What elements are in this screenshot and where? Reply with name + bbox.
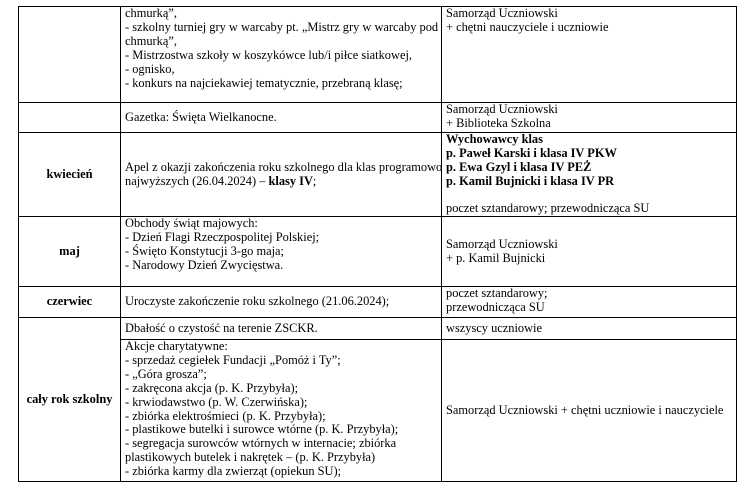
responsible-line: Wychowawcy klas <box>446 132 543 146</box>
activity-line: - zbiórka elektrośmieci (p. K. Przybyła); <box>125 408 326 423</box>
responsible-cell <box>442 7 737 103</box>
table-row <box>19 133 737 217</box>
month-cell <box>19 103 121 133</box>
responsible-cell <box>442 340 737 482</box>
month-cell: czerwiec <box>19 287 121 318</box>
responsible-line: Samorząd Uczniowski <box>446 102 558 116</box>
activity-line: Apel z okazji zakończenia roku szkolnego dla klas programowo <box>125 159 443 174</box>
responsible-cell <box>442 287 737 318</box>
activity-line: - Mistrzostwa szkoły w koszykówce lub/i piłce siatkowej, <box>125 47 412 62</box>
activity-line: chmurką”, <box>125 33 177 48</box>
schedule-table <box>18 6 737 482</box>
responsible-line: p. Ewa Gzyl i klasa IV PEŻ <box>446 159 592 174</box>
activity-line: Gazetka: Święta Wielkanocne. <box>125 109 277 124</box>
activity-text: ; <box>312 173 317 188</box>
responsible-line: + chętni nauczyciele i uczniowie <box>446 19 609 34</box>
activity-line: - segregacja surowców wtórnych w internacie; zbiórka <box>125 436 397 451</box>
activity-line: Dbałość o czystość na terenie ZSCKR. <box>125 320 318 335</box>
activity-line: - zbiórka karmy dla zwierząt (opiekun SU); <box>125 464 342 479</box>
activity-cell <box>121 318 442 340</box>
responsible-line: p. Kamil Bujnicki i klasa IV PR <box>446 173 615 188</box>
activity-line: - ognisko, <box>125 61 175 76</box>
activity-line <box>125 175 437 189</box>
activity-cell <box>121 340 442 482</box>
table-row <box>19 103 737 133</box>
activity-line: Akcje charytatywne: <box>125 339 228 353</box>
responsible-line: Samorząd Uczniowski <box>446 6 558 20</box>
responsible-cell <box>442 133 737 217</box>
activity-line: - plastikowe butelki i surowce wtórne (p. K. Przybyła); <box>125 422 399 437</box>
activity-line: - sprzedaż cegiełek Fundacji „Pomóż i Ty”; <box>125 352 341 367</box>
activity-line: - konkurs na najciekawiej tematycznie, przebraną klasę; <box>125 75 403 90</box>
activity-cell <box>121 287 442 318</box>
responsible-line: przewodnicząca SU <box>446 299 545 314</box>
activity-text: najwyższych (26.04.2024) – <box>125 173 269 188</box>
activity-line: - zakręcona akcja (p. K. Przybyła); <box>125 380 299 395</box>
activity-line: - Święto Konstytucji 3-go maja; <box>125 243 284 258</box>
activity-line: - Narodowy Dzień Zwycięstwa. <box>125 257 284 272</box>
activity-cell <box>121 217 442 287</box>
table-row <box>19 318 737 340</box>
table-row <box>19 340 737 482</box>
activity-cell <box>121 103 442 133</box>
responsible-cell <box>442 103 737 133</box>
table-row <box>19 7 737 103</box>
activity-line: - krwiodawstwo (p. W. Czerwińska); <box>125 394 308 409</box>
month-cell: maj <box>19 217 121 287</box>
activity-line: chmurką”, <box>125 6 177 20</box>
table-row <box>19 217 737 287</box>
activity-cell <box>121 133 442 217</box>
activity-line: - szkolny turniej gry w warcaby pt. „Mistrz gry w warcaby pod <box>125 19 439 34</box>
responsible-line: wszyscy uczniowie <box>446 320 542 335</box>
responsible-line: poczet sztandarowy; przewodnicząca SU <box>446 200 650 215</box>
responsible-line: poczet sztandarowy; <box>446 286 548 300</box>
responsible-line: + p. Kamil Bujnicki <box>446 250 546 265</box>
month-cell <box>19 7 121 103</box>
class-name: klasy IV <box>268 173 313 188</box>
activity-cell <box>121 7 442 103</box>
activity-line: Obchody świąt majowych: <box>125 216 258 230</box>
activity-line: plastikowych butelek i nakrętek – (p. K. Przybyła) <box>125 450 376 465</box>
responsible-line: + Biblioteka Szkolna <box>446 115 551 130</box>
responsible-cell <box>442 217 737 287</box>
month-cell: kwiecień <box>19 133 121 217</box>
responsible-line: Samorząd Uczniowski <box>446 236 558 251</box>
responsible-line: p. Paweł Karski i klasa IV PKW <box>446 145 617 160</box>
month-cell: cały rok szkolny <box>19 318 121 482</box>
activity-line: - „Góra grosza”; <box>125 366 207 381</box>
table-row <box>19 287 737 318</box>
activity-line: Uroczyste zakończenie roku szkolnego (21.06.2024); <box>125 294 390 309</box>
responsible-line: Samorząd Uczniowski + chętni uczniowie i nauczyciele <box>446 402 724 417</box>
activity-line: - Dzień Flagi Rzeczpospolitej Polskiej; <box>125 229 320 244</box>
responsible-cell <box>442 318 737 340</box>
